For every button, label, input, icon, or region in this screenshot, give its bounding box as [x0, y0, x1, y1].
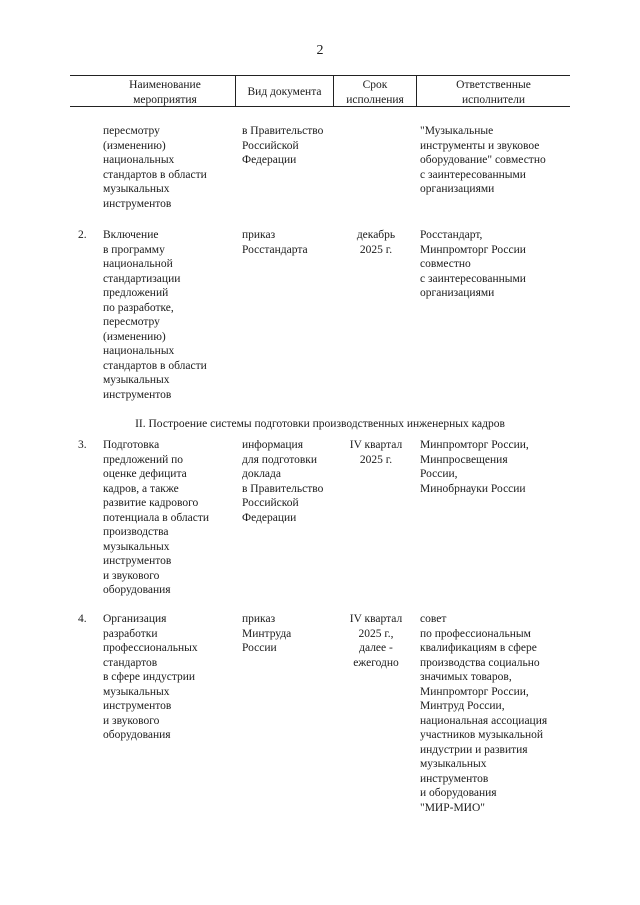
row-3-deadline: IV квартал 2025 г., далее - ежегодно — [349, 613, 403, 669]
row-2-deadline: IV квартал 2025 г. — [349, 439, 403, 466]
header-col-responsible: Ответственные исполнители — [456, 79, 531, 106]
table-header-top-rule — [70, 75, 570, 76]
row-2-responsible: Минпромторг России, Минпросвещения России, Минобрнауки России — [420, 439, 529, 495]
row-3-doc: приказ Минтруда России — [242, 613, 292, 654]
row-3-name: Организация разработки профессиональных стандартов в сфере индустрии музыкальных инструментов и звукового оборудования — [103, 613, 198, 741]
row-1-deadline: декабрь 2025 г. — [356, 229, 396, 256]
row-1-responsible: Росстандарт, Минпромторг России совместно с заинтересованными организациями — [420, 229, 526, 299]
row-1-num: 2. — [78, 229, 87, 241]
row-1-doc: приказ Росстандарта — [242, 229, 308, 256]
row-3-num: 4. — [78, 613, 87, 625]
section-title: II. Построение системы подготовки производственных инженерных кадров — [135, 418, 505, 430]
row-2-doc: информация для подготовки доклада в Правительство Российской Федерации — [242, 439, 324, 524]
row-0-doc: в Правительство Российской Федерации — [242, 125, 324, 166]
header-col-doc: Вид документа — [247, 86, 322, 98]
header-col-name: Наименование мероприятия — [129, 79, 201, 106]
row-0-name: пересмотру (изменению) национальных стандартов в области музыкальных инструментов — [103, 125, 207, 210]
row-2-num: 3. — [78, 439, 87, 451]
row-3-responsible: совет по профессиональным квалификациям в сфере производства социально значимых товаров, Минпромторг России, Минтруд России, национальная ассоциация участников музыкальной индустрии и развития музыкальных инструментов и оборудования "МИР-МИО" — [420, 613, 548, 814]
row-2-name: Подготовка предложений по оценке дефицита кадров, а также развитие кадрового потенциала в области производства музыкальных инструментов и звукового оборудования — [103, 439, 210, 596]
header-col-deadline: Срок исполнения — [346, 79, 404, 106]
row-0-responsible: "Музыкальные инструменты и звуковое оборудование" совместно с заинтересованными организациями — [420, 125, 546, 195]
row-1-name: Включение в программу национальной стандартизации предложений по разработке, пересмотру (изменению) национальных стандартов в области музыкальных инструментов — [103, 229, 207, 401]
page-number: 2 — [316, 43, 324, 58]
